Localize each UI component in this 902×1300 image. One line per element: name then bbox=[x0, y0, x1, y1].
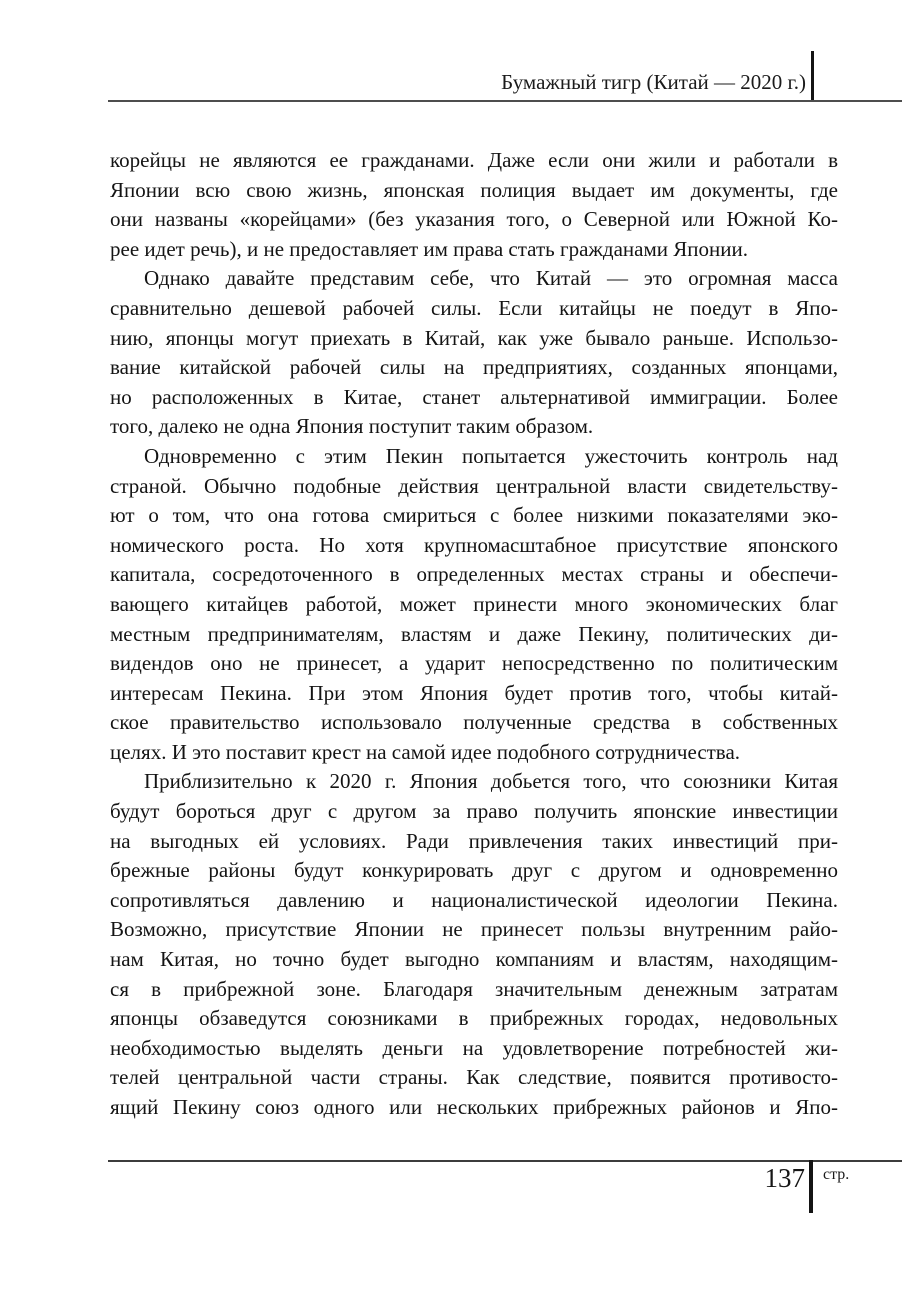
text-line: на выгодных ей условиях. Ради привлечения таких инвестиций при- bbox=[110, 828, 838, 853]
text-line: номического роста. Но хотя крупномасштабное присутствие японского bbox=[110, 532, 838, 557]
text-line: они названы «корейцами» (без указания того, о Северной или Южной Ко- bbox=[110, 207, 838, 232]
text-line: телей центральной части страны. Как следствие, появится противосто- bbox=[110, 1065, 838, 1090]
text-line: Однако давайте представим себе, что Китай — это огромная масса bbox=[144, 266, 838, 291]
page-number: 137 bbox=[764, 1163, 805, 1193]
page-label: стр. bbox=[823, 1166, 850, 1183]
text-line: корейцы не являются ее гражданами. Даже если они жили и работали в bbox=[110, 148, 838, 172]
text-line: Одновременно с этим Пекин попытается ужесточить контроль над bbox=[144, 443, 838, 468]
paragraph bbox=[110, 767, 838, 1122]
page-body bbox=[110, 146, 838, 1123]
text-line: нию, японцы могут приехать в Китай, как уже бывало раньше. Использо- bbox=[110, 325, 838, 350]
text-line: ся в прибрежной зоне. Благодаря значительным денежным затратам bbox=[110, 976, 838, 1001]
text-line: рее идет речь), и не предоставляет им права стать гражданами Японии. bbox=[110, 236, 748, 261]
text-line: интересам Пекина. При этом Япония будет против того, чтобы китай- bbox=[110, 680, 838, 705]
text-line: видендов оно не принесет, а ударит непосредственно по политическим bbox=[110, 651, 838, 676]
text-line: ское правительство использовало полученные средства в собственных bbox=[110, 710, 838, 735]
header-rule bbox=[108, 100, 902, 102]
footer-divider-bar bbox=[809, 1160, 813, 1213]
text-line: необходимостью выделять деньги на удовлетворение потребностей жи- bbox=[110, 1035, 838, 1060]
text-line: брежные районы будут конкурировать друг с другом и одновременно bbox=[110, 858, 838, 883]
text-line: целях. И это поставит крест на самой идее подобного сотрудничества. bbox=[110, 739, 741, 764]
text-line: нам Китая, но точно будет выгодно компаниям и властям, находящим- bbox=[110, 947, 838, 972]
paragraph bbox=[110, 442, 838, 768]
text-line: но расположенных в Китае, станет альтернативой иммиграции. Более bbox=[110, 384, 838, 409]
text-line: Японии всю свою жизнь, японская полиция выдает им документы, где bbox=[110, 177, 838, 202]
text-line: японцы обзаведутся союзниками в прибрежных городах, недовольных bbox=[110, 1006, 838, 1031]
text-line: Возможно, присутствие Японии не принесет пользы внутренним райо- bbox=[110, 917, 838, 942]
text-line: того, далеко не одна Япония поступит таким образом. bbox=[110, 414, 594, 439]
text-line: ящий Пекину союз одного или нескольких прибрежных районов и Япо- bbox=[110, 1095, 838, 1119]
text-line: вающего китайцев работой, может принести много экономических благ bbox=[110, 591, 838, 616]
text-line: местным предпринимателям, властям и даже Пекину, политических ди- bbox=[110, 621, 838, 646]
text-line: капитала, сосредоточенного в определенных местах страны и обеспечи- bbox=[110, 562, 838, 587]
text-line: сравнительно дешевой рабочей силы. Если китайцы не поедут в Япо- bbox=[110, 295, 838, 320]
paragraph bbox=[110, 146, 838, 264]
footer-rule bbox=[108, 1160, 902, 1162]
running-title: Бумажный тигр (Китай — 2020 г.) bbox=[501, 70, 806, 94]
text-line: вание китайской рабочей силы на предприятиях, созданных японцами, bbox=[110, 355, 838, 380]
header-divider-bar bbox=[811, 51, 814, 101]
text-line: будут бороться друг с другом за право получить японские инвестиции bbox=[110, 799, 838, 824]
text-line: ют о том, что она готова смириться с более низкими показателями эко- bbox=[110, 503, 838, 528]
paragraph bbox=[110, 264, 838, 442]
text-line: сопротивляться давлению и националистической идеологии Пекина. bbox=[110, 887, 838, 912]
text-line: страной. Обычно подобные действия центральной власти свидетельству- bbox=[110, 473, 838, 498]
text-line: Приблизительно к 2020 г. Япония добьется того, что союзники Китая bbox=[144, 769, 838, 794]
